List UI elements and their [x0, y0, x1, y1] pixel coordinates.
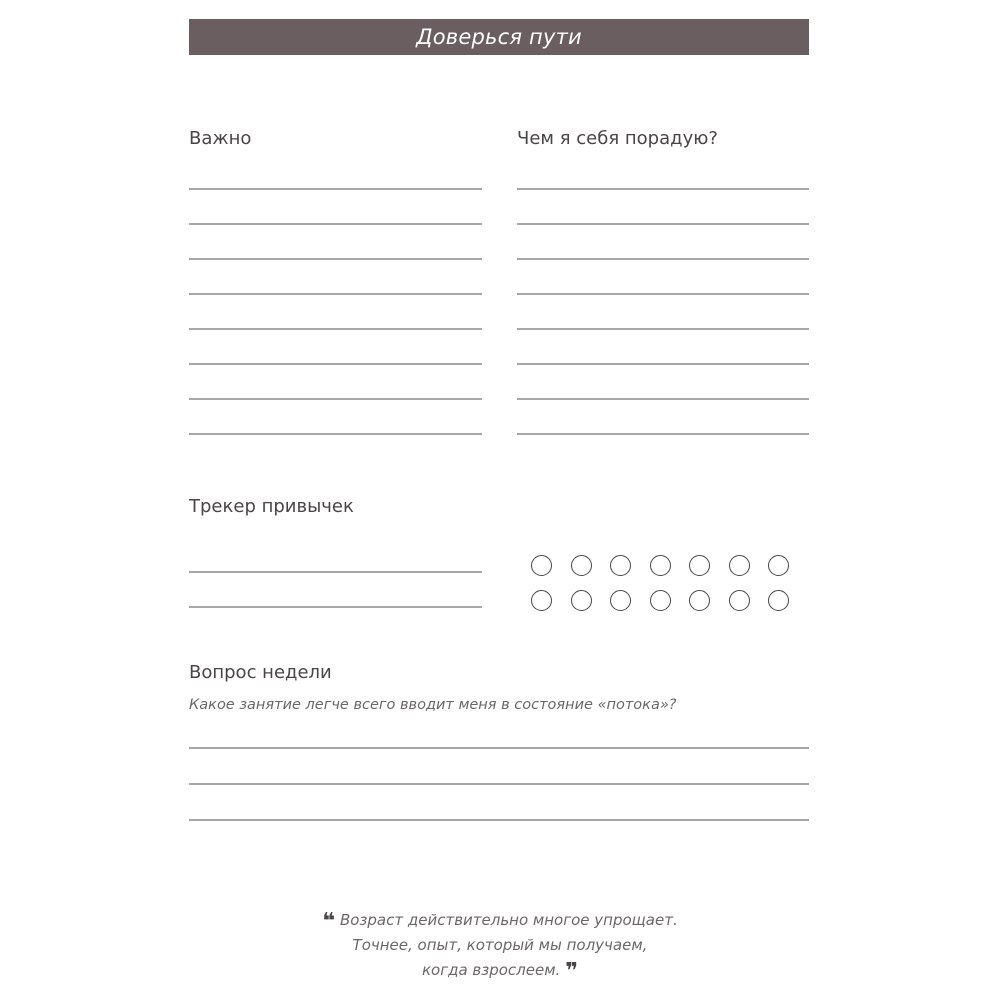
important-writing-line-5 [189, 328, 482, 330]
page-title: Доверься пути [416, 25, 582, 49]
important-writing-line-2 [189, 223, 482, 225]
treat-writing-line-5 [517, 328, 809, 330]
important-writing-line-3 [189, 258, 482, 260]
habit-checkbox-circle[interactable] [768, 555, 789, 576]
habit-checkbox-circle[interactable] [650, 555, 671, 576]
treat-writing-line-8 [517, 433, 809, 435]
weekly-answer-line-2 [189, 783, 809, 785]
weekly-question-text: Какое занятие легче всего вводит меня в состояние «потока»? [189, 697, 677, 713]
habit-checkbox-circle[interactable] [610, 590, 631, 611]
treat-writing-line-6 [517, 363, 809, 365]
important-heading: Важно [189, 128, 252, 149]
important-writing-line-1 [189, 188, 482, 190]
quote-line-2: Точнее, опыт, который мы получаем, [352, 936, 648, 954]
page-header-banner [189, 19, 809, 55]
treat-writing-line-7 [517, 398, 809, 400]
important-writing-line-4 [189, 293, 482, 295]
treat-heading: Чем я себя порадую? [517, 128, 718, 149]
treat-writing-line-2 [517, 223, 809, 225]
important-writing-line-8 [189, 433, 482, 435]
treat-writing-line-4 [517, 293, 809, 295]
close-quote-icon: ❞ [565, 959, 579, 984]
important-writing-line-6 [189, 363, 482, 365]
quote-block [250, 908, 750, 983]
weekly-answer-line-1 [189, 747, 809, 749]
habit-checkbox-circle[interactable] [729, 555, 750, 576]
important-writing-line-7 [189, 398, 482, 400]
habit-checkbox-circle[interactable] [531, 590, 552, 611]
quote-line-1: ❝ Возраст действительно многое упрощает. [322, 909, 678, 934]
open-quote-icon: ❝ [322, 909, 336, 934]
habit-checkbox-circle[interactable] [729, 590, 750, 611]
quote-line-3: когда взрослеем. ❞ [421, 959, 579, 984]
habit-checkbox-circle[interactable] [531, 555, 552, 576]
habit-checkbox-circle[interactable] [689, 590, 710, 611]
habit-checkbox-circle[interactable] [650, 590, 671, 611]
habit-tracker-heading: Трекер привычек [189, 496, 354, 517]
habit-checkbox-circle[interactable] [571, 555, 592, 576]
treat-writing-line-3 [517, 258, 809, 260]
habit-checkbox-circle[interactable] [610, 555, 631, 576]
weekly-answer-line-3 [189, 819, 809, 821]
habit-writing-line-1 [189, 571, 482, 573]
habit-checkbox-circle[interactable] [689, 555, 710, 576]
habit-writing-line-2 [189, 606, 482, 608]
habit-checkbox-circle[interactable] [768, 590, 789, 611]
treat-writing-line-1 [517, 188, 809, 190]
weekly-question-heading: Вопрос недели [189, 662, 332, 683]
habit-checkbox-circle[interactable] [571, 590, 592, 611]
